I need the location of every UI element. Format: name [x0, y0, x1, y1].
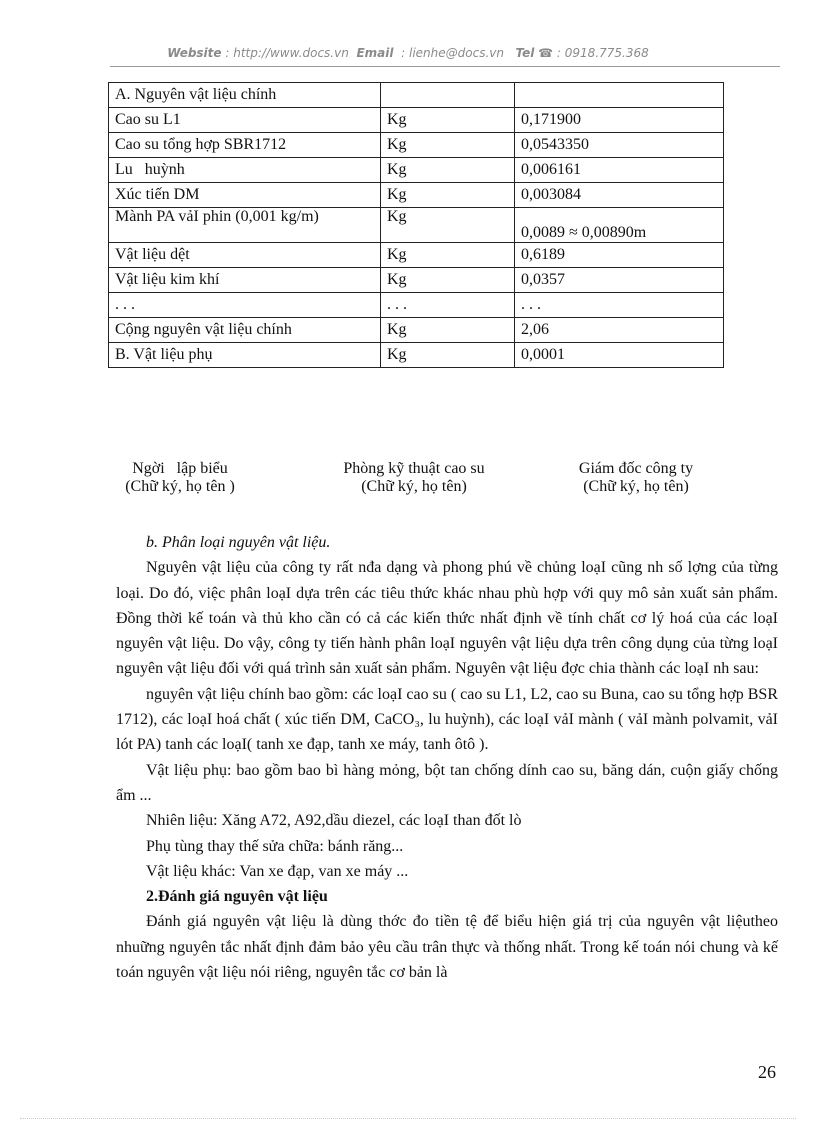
material-value: 0,0543350 [515, 133, 724, 158]
paragraph: Phụ tùng thay thế sửa chữa: bánh răng... [146, 837, 404, 855]
email-label: Email [356, 46, 394, 60]
material-value: 2,06 [515, 318, 724, 343]
signature-rubber-dept [314, 460, 514, 496]
material-value: 0,0357 [515, 268, 724, 293]
page-header [0, 46, 816, 60]
table-row [109, 83, 724, 108]
material-value: 0,171900 [515, 108, 724, 133]
material-unit: Kg [381, 183, 515, 208]
material-unit: Kg [381, 243, 515, 268]
material-name: Vật liệu kim khí [109, 268, 381, 293]
paragraph: Vật liệu khác: Van xe đạp, van xe máy ... [146, 862, 409, 880]
paragraph: nguyên vật liệu chính bao gồm: các loạI cao su ( cao su L1, L2, cao su Buna, cao su tổng hợp BSR 1712), các loạI hoá chất ( xúc tiến DM, CaCO₃, lu huỳnh), các loạI vảI mành ( vảI mành polvamit, vảI lót PA) tanh các loạI( tanh xe đạp, tanh xe máy, tanh ôtô ). [116, 685, 778, 754]
material-unit [381, 83, 515, 108]
document-body [116, 530, 778, 985]
material-value: 0,6189 [515, 243, 724, 268]
table-row [109, 243, 724, 268]
paragraph: Đánh giá nguyên vật liệu là dùng thớc đo tiền tệ để biểu hiện giá trị của nguyên vật liệutheo nhuững nguyên tắc nhất định đảm bảo yêu cầu trân thực và thống nhất. Trong kế toán nói chung và kế toán nguyên vật liệu nói riêng, nguyên tắc cơ bản là [116, 913, 778, 982]
material-name: Xúc tiến DM [109, 183, 381, 208]
table-row [109, 343, 724, 368]
signature-preparer [80, 460, 280, 496]
paragraph: Vật liệu phụ: bao gồm bao bì hàng mỏng, bột tan chống dính cao su, băng dán, cuộn giấy chống ẩm ... [116, 761, 778, 804]
material-name: Mành PA vảI phin (0,001 kg/m) [109, 208, 381, 243]
material-unit: Kg [381, 208, 515, 243]
table-row [109, 318, 724, 343]
page-bottom-border [20, 1118, 796, 1119]
website-value: : http://www.docs.vn [225, 46, 349, 60]
email-value: : lienhe@docs.vn [401, 46, 504, 60]
paragraph: Nguyên vật liệu của công ty rất nđa dạng và phong phú về chủng loạI cũng nh số lợng của từng loại. Do đó, việc phân loạI dựa trên các tiêu thức khác nhau phù hợp với quy mô sản xuất sản phẩm. Đồng thời kế toán và thủ kho cần có cả các kiến thức nhất định về tính chất cơ lý hoá của các loạI nguyên vật liệu. Do vậy, công ty tiến hành phân loạI nguyên vật liệu dựa trên công dụng của từng loạI nguyên vật liệu đối với quá trình sản xuất sản phẩm. Nguyên vật liệu đợc chia thành các loạI nh sau: [116, 559, 778, 678]
material-value: 0,003084 [515, 183, 724, 208]
material-name: Cộng nguyên vật liệu chính [109, 318, 381, 343]
materials-table [108, 82, 724, 368]
material-unit: . . . [381, 293, 515, 318]
material-value: 0,0089 ≈ 0,00890m [515, 208, 724, 243]
material-unit: Kg [381, 133, 515, 158]
material-value [515, 83, 724, 108]
material-unit: Kg [381, 108, 515, 133]
signature-sub: (Chữ ký, họ tên) [361, 478, 467, 495]
material-name: B. Vật liệu phụ [109, 343, 381, 368]
page-number: 26 [758, 1062, 776, 1082]
material-name: Cao su L1 [109, 108, 381, 133]
material-name: A. Nguyên vật liệu chính [109, 83, 381, 108]
material-unit: Kg [381, 343, 515, 368]
signature-sub: (Chữ ký, họ tên ) [125, 478, 235, 495]
table-row [109, 183, 724, 208]
material-value: 0,006161 [515, 158, 724, 183]
section-heading-b: b. Phân loại nguyên vật liệu. [146, 534, 331, 551]
signature-title: Phòng kỹ thuật cao su [343, 460, 485, 477]
table-row [109, 133, 724, 158]
material-unit: Kg [381, 158, 515, 183]
table-row [109, 293, 724, 318]
material-name: Cao su tổng hợp SBR1712 [109, 133, 381, 158]
material-name: Vật liệu dệt [109, 243, 381, 268]
material-value: . . . [515, 293, 724, 318]
table-row [109, 268, 724, 293]
material-name: . . . [109, 293, 381, 318]
signature-title: Giám đốc công ty [578, 460, 694, 477]
signature-director [536, 460, 736, 496]
material-unit: Kg [381, 268, 515, 293]
table-row [109, 158, 724, 183]
table-row [109, 108, 724, 133]
material-name: Lu huỳnh [109, 158, 381, 183]
website-label: Website [167, 46, 222, 60]
signature-title: Ngời lập biểu [132, 460, 228, 477]
signature-sub: (Chữ ký, họ tên) [583, 478, 689, 495]
material-unit: Kg [381, 318, 515, 343]
header-divider [110, 66, 780, 67]
table-row [109, 208, 724, 243]
material-value: 0,0001 [515, 343, 724, 368]
section-heading-2: 2.Đánh giá nguyên vật liệu [146, 888, 328, 906]
tel-label: Tel [515, 46, 535, 60]
paragraph: Nhiên liệu: Xăng A72, A92,dầu diezel, các loạI than đốt lò [146, 812, 522, 830]
tel-value: ☎ : 0918.775.368 [538, 46, 649, 60]
